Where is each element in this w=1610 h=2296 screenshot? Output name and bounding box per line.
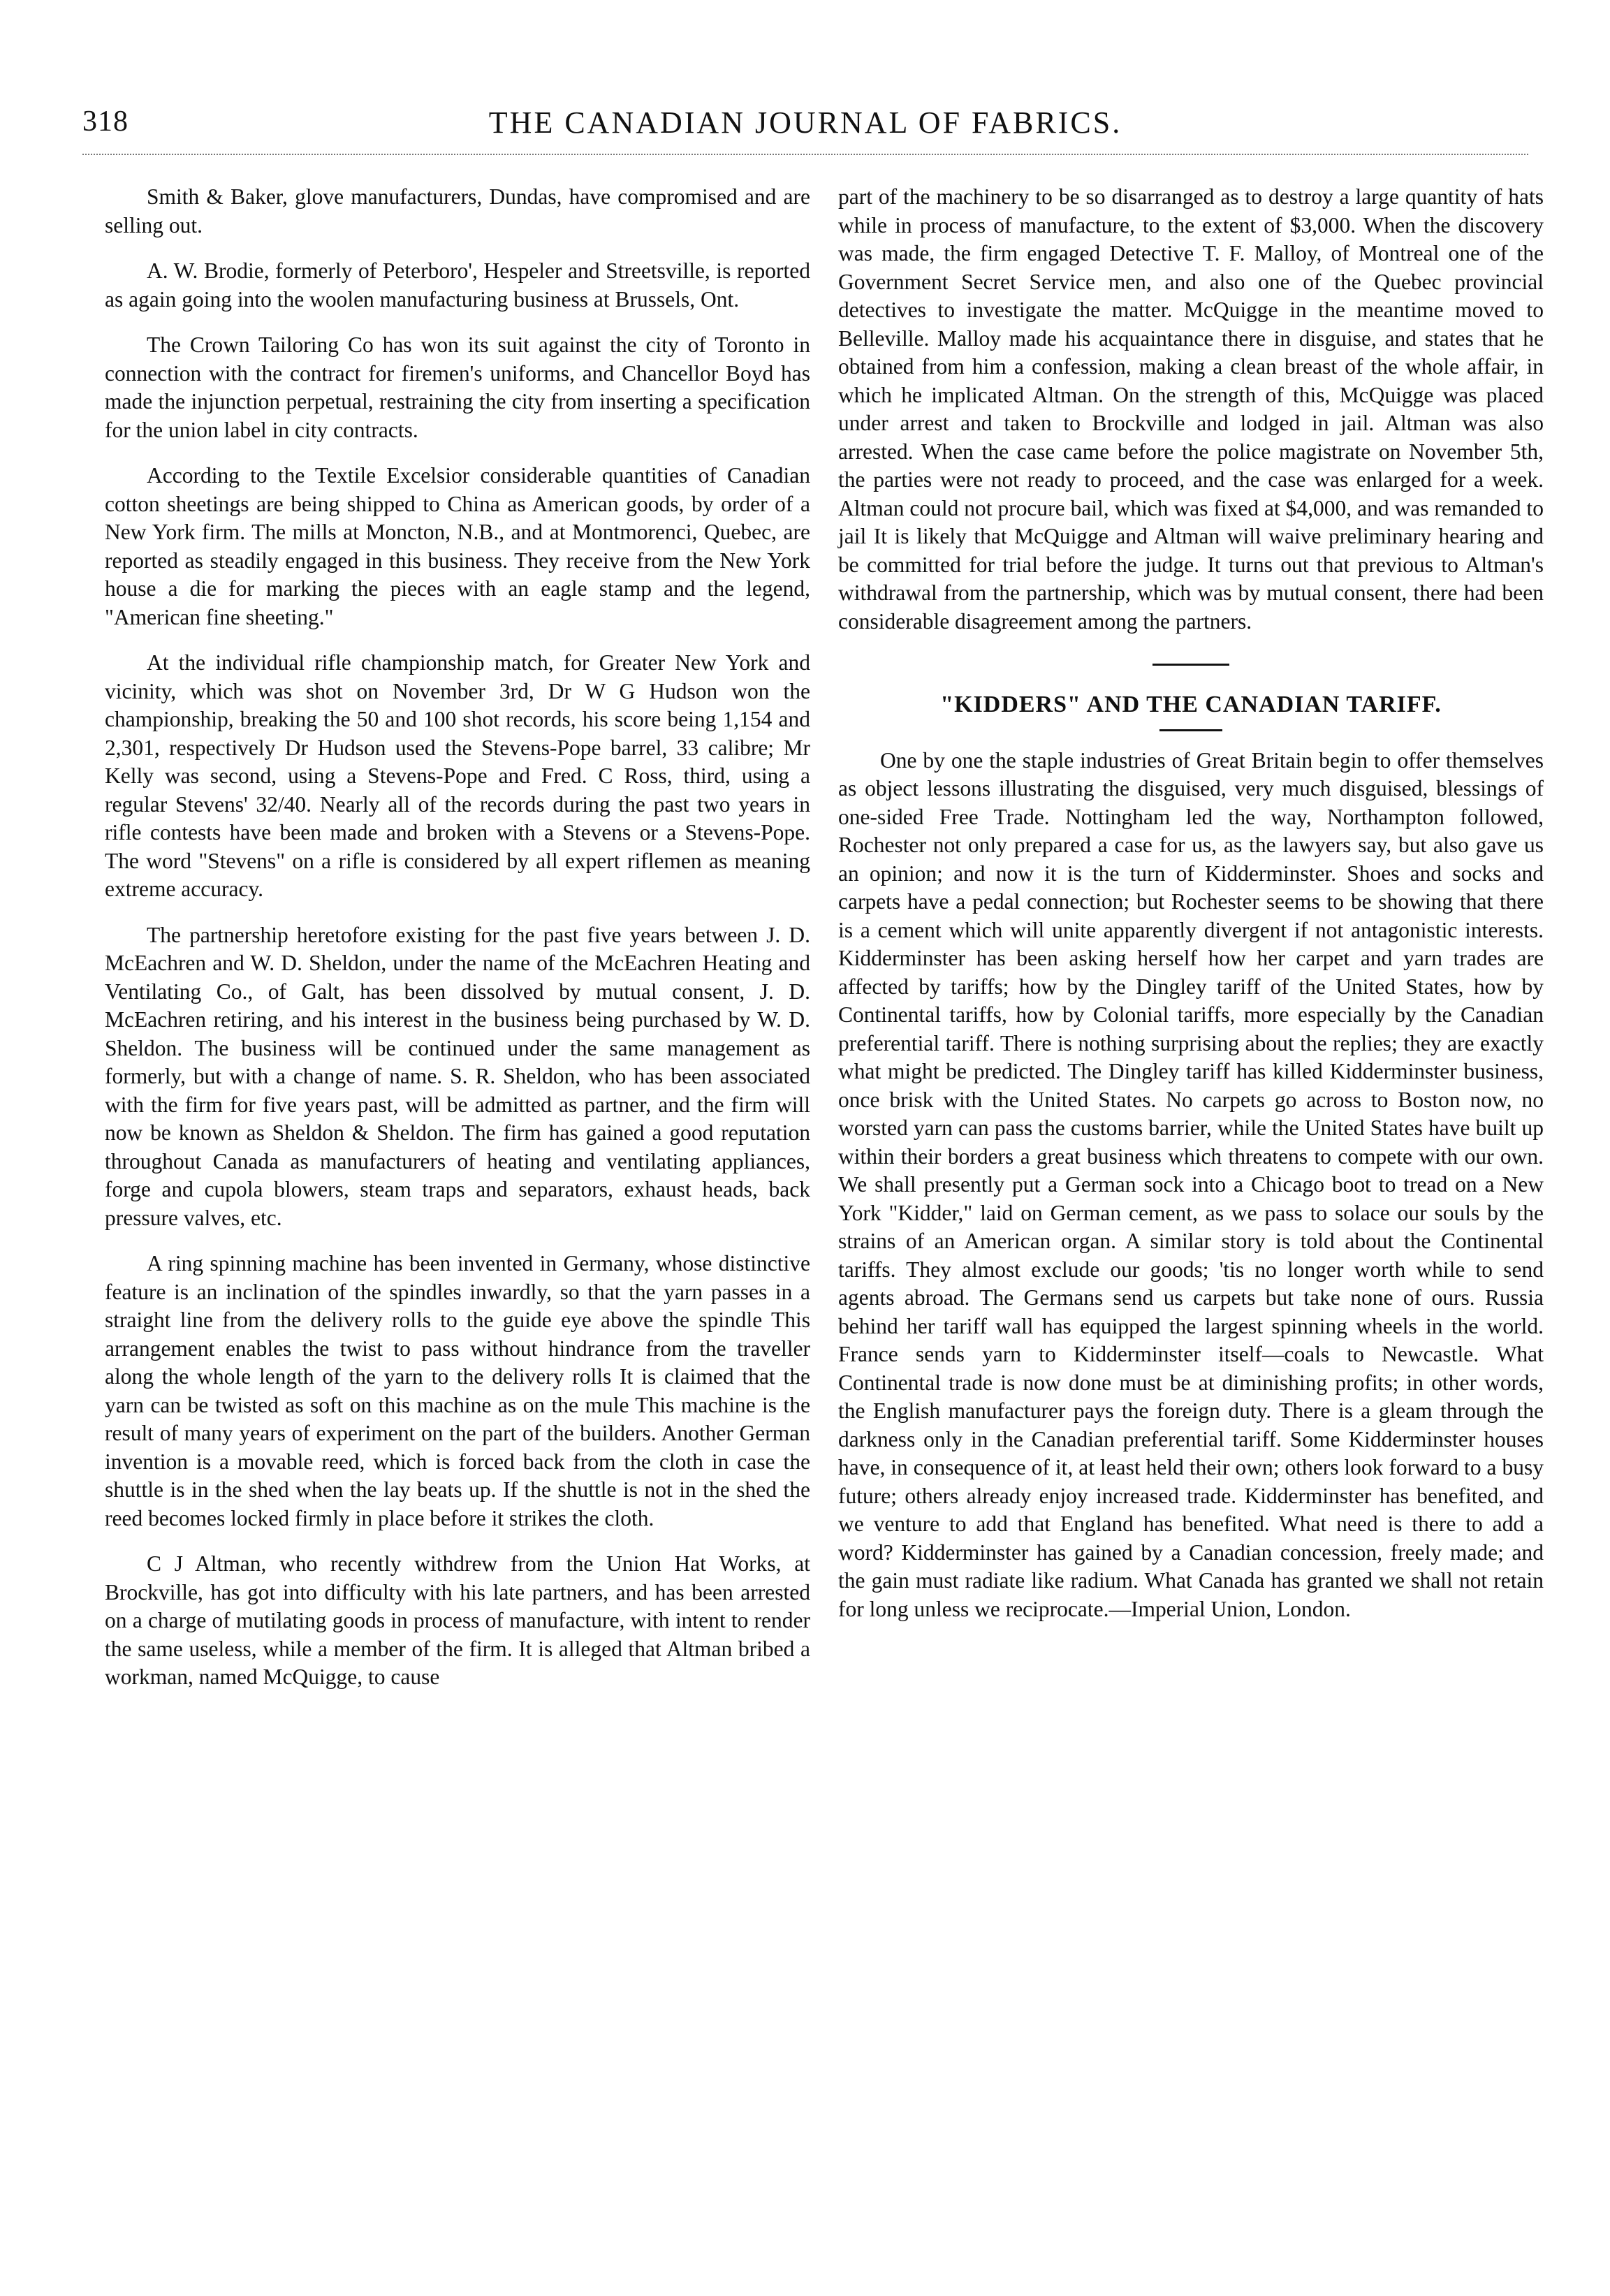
right-column [838,183,1544,1641]
news-item-ring-spinning: A ring spinning machine has been invented in Germany, whose distinctive feature is an inclination of the spindles inwardly, so that the yarn passes in a straight line from the delivery rolls to the guide eye above the spindle This arrangement enables the twist to pass without hindrance from the traveller along the whole length of the yarn to the delivery rolls It is claimed that the yarn can be twisted as soft on this machine as on the mule This machine is the result of many years of experiment on the part of the builders. Another German invention is a movable reed, which is forced back from the cloth in case the shuttle is in the shed when the lay beats up. If the shuttle is not in the shed the reed becomes locked firmly in place before it strikes the cloth. [105,1251,810,1530]
left-column [105,183,810,1709]
title-underline [1159,729,1222,731]
news-item-altman-continued: part of the machinery to be so disarranged as to destroy a large quantity of hats while in process of manufacture, to the extent of $3,000. When the discovery was made, the firm engaged Detective T. F. Malloy, of Montreal one of the Government Secret Service men, and also one of the Quebec provincial detectives to investigate the matter. McQuigge in the meantime moved to Belleville. Malloy made his acquaintance there in disguise, and states that he obtained from him a confession, making a clean breast of the whole affair, in which he implicated Altman. On the strength of this, McQuigge was placed under arrest and taken to Brockville and lodged in jail. Altman was also arrested. When the case came before the police magistrate on November 5th, the parties were not ready to proceed, and the case was enlarged for a week. Altman could not procure bail, which was fixed at $4,000, and was remanded to jail It is likely that McQuigge and Altman will waive preliminary hearing and be committed for trial before the judge. It turns out that previous to Altman's withdrawal from the partnership, which was by mutual consent, there had been considerable disagreement among the partners. [838,184,1544,634]
header-rule [82,154,1528,155]
news-item-cotton-sheetings: According to the Textile Excelsior considerable quantities of Canadian cotton sheetings are being shipped to China as American goods, by order of a New York firm. The mills at Moncton, N.B., and at Montmorenci, Quebec, are reported as steadily engaged in this business. They receive from the New York house a die for marking the pieces with an eagle stamp and the legend, "American fine sheeting." [105,463,810,629]
article-body: One by one the staple industries of Great Britain begin to offer themselves as object lessons illustrating the disguised, very much disguised, blessings of one-sided Free Trade. Nottingham led the way, Northampton followed, Rochester not only prepared a case for us, as the lawyers say, but also gave us an opinion; and now it is the turn of Kidderminster. Shoes and socks and carpets have a pedal connection; but Rochester seems to be showing that there is a cement which will unite apparently divergent if not antagonistic interests. Kidderminster has been asking herself how her carpet and yarn trades are affected by tariffs; how by the Dingley tariff of the United States, how by Continental tariffs, how by Colonial tariffs, more especially by the Canadian preferential tariff. There is nothing surprising about the replies; they are exactly what might be predicted. The Dingley tariff has killed Kidderminster business, once brisk with the United States. No carpets go across to Boston now, no worsted yarn can pass the customs barrier, while the United States have built up within their borders a great business which threatens to compete with our own. We shall presently put a German sock into a Chicago boot to tread on a New York "Kidder," laid on German cement, as we pass to solace our souls by the strains of an American organ. A similar story is told about the Continental tariffs. They almost exclude our goods; 'tis no longer worth while to send agents abroad. The Germans send us carpets but take none of ours. Russia behind her tariff wall has equipped the largest spinning wheels in the world. France sends yarn to Kidderminster itself—coals to Newcastle. What Continental trade is now done must be at diminishing profits; in other words, the English manufacturer pays the foreign duty. There is a gleam through the darkness only in the Canadian preferential tariff. Some Kidderminster houses have, in consequence of it, at least held their own; others look forward to a busy future; others already enjoy increased trade. Kidderminster has benefited, and we venture to add that England has benefited. What need is there to add a word? Kidderminster has gained by a Canadian concession, freely made; and the gain must radiate like radium. What Canada has granted we shall not retain for long unless we reciprocate.—Imperial Union, London. [838,747,1544,1621]
news-item-woolen-brussels: A. W. Brodie, formerly of Peterboro', Hespeler and Streetsville, is reported as again going into the woolen manufacturing business at Brussels, Ont. [105,258,810,312]
news-item-rifle-championship: At the individual rifle championship match, for Greater New York and vicinity, which was shot on November 3rd, Dr W G Hudson won the championship, breaking the 50 and 100 shot records, his score being 1,154 and 2,301, respectively Dr Hudson used the Stevens-Pope barrel, 33 calibre; Mr Kelly was second, using a Stevens-Pope and Fred. C Ross, third, using a regular Stevens' 32/40. Nearly all of the records during the past two years in rifle contests have been made and broken with a Stevens or a Stevens-Pope. The word "Stevens" on a rifle is considered by all expert riflemen as meaning extreme accuracy. [105,650,810,901]
page-header [82,105,1528,168]
news-item-altman-start: C J Altman, who recently withdrew from the Union Hat Works, at Brockville, has got into difficulty with his late partners, and has been arrested on a charge of mutilating goods in process of manufacture, with intent to render the same useless, while a member of the firm. It is alleged that Altman bribed a workman, named McQuigge, to cause [105,1551,810,1689]
news-item-glove-manufacturers: Smith & Baker, glove manufacturers, Dundas, have compromised and are selling out. [105,184,810,237]
news-item-partnership-dissolved: The partnership heretofore existing for the past five years between J. D. McEachren and W. D. Sheldon, under the name of the McEachren Heating and Ventilating Co., of Galt, has been dissolved by mutual consent, J. D. McEachren retiring, and his interest in the business being purchased by W. D. Sheldon. The business will be continued under the same management as formerly, but with a change of name. S. R. Sheldon, who has been associated with the firm for five years past, will be admitted as partner, and the firm will now be known as Sheldon & Sheldon. The firm has gained a good reputation throughout Canada as manufacturers of heating and ventilating appliances, forge and cupola blowers, steam traps and separators, exhaust heads, back pressure valves, etc. [105,922,810,1230]
news-item-crown-tailoring: The Crown Tailoring Co has won its suit against the city of Toronto in connection with the contract for firemen's uniforms, and Chancellor Boyd has made the injunction perpetual, restraining the city from inserting a specification for the union label in city contracts. [105,332,810,442]
journal-title: THE CANADIAN JOURNAL OF FABRICS. [488,105,1122,140]
page-number: 318 [82,105,129,138]
section-divider [1152,664,1229,666]
article-title: "KIDDERS" AND THE CANADIAN TARIFF. [940,692,1442,717]
